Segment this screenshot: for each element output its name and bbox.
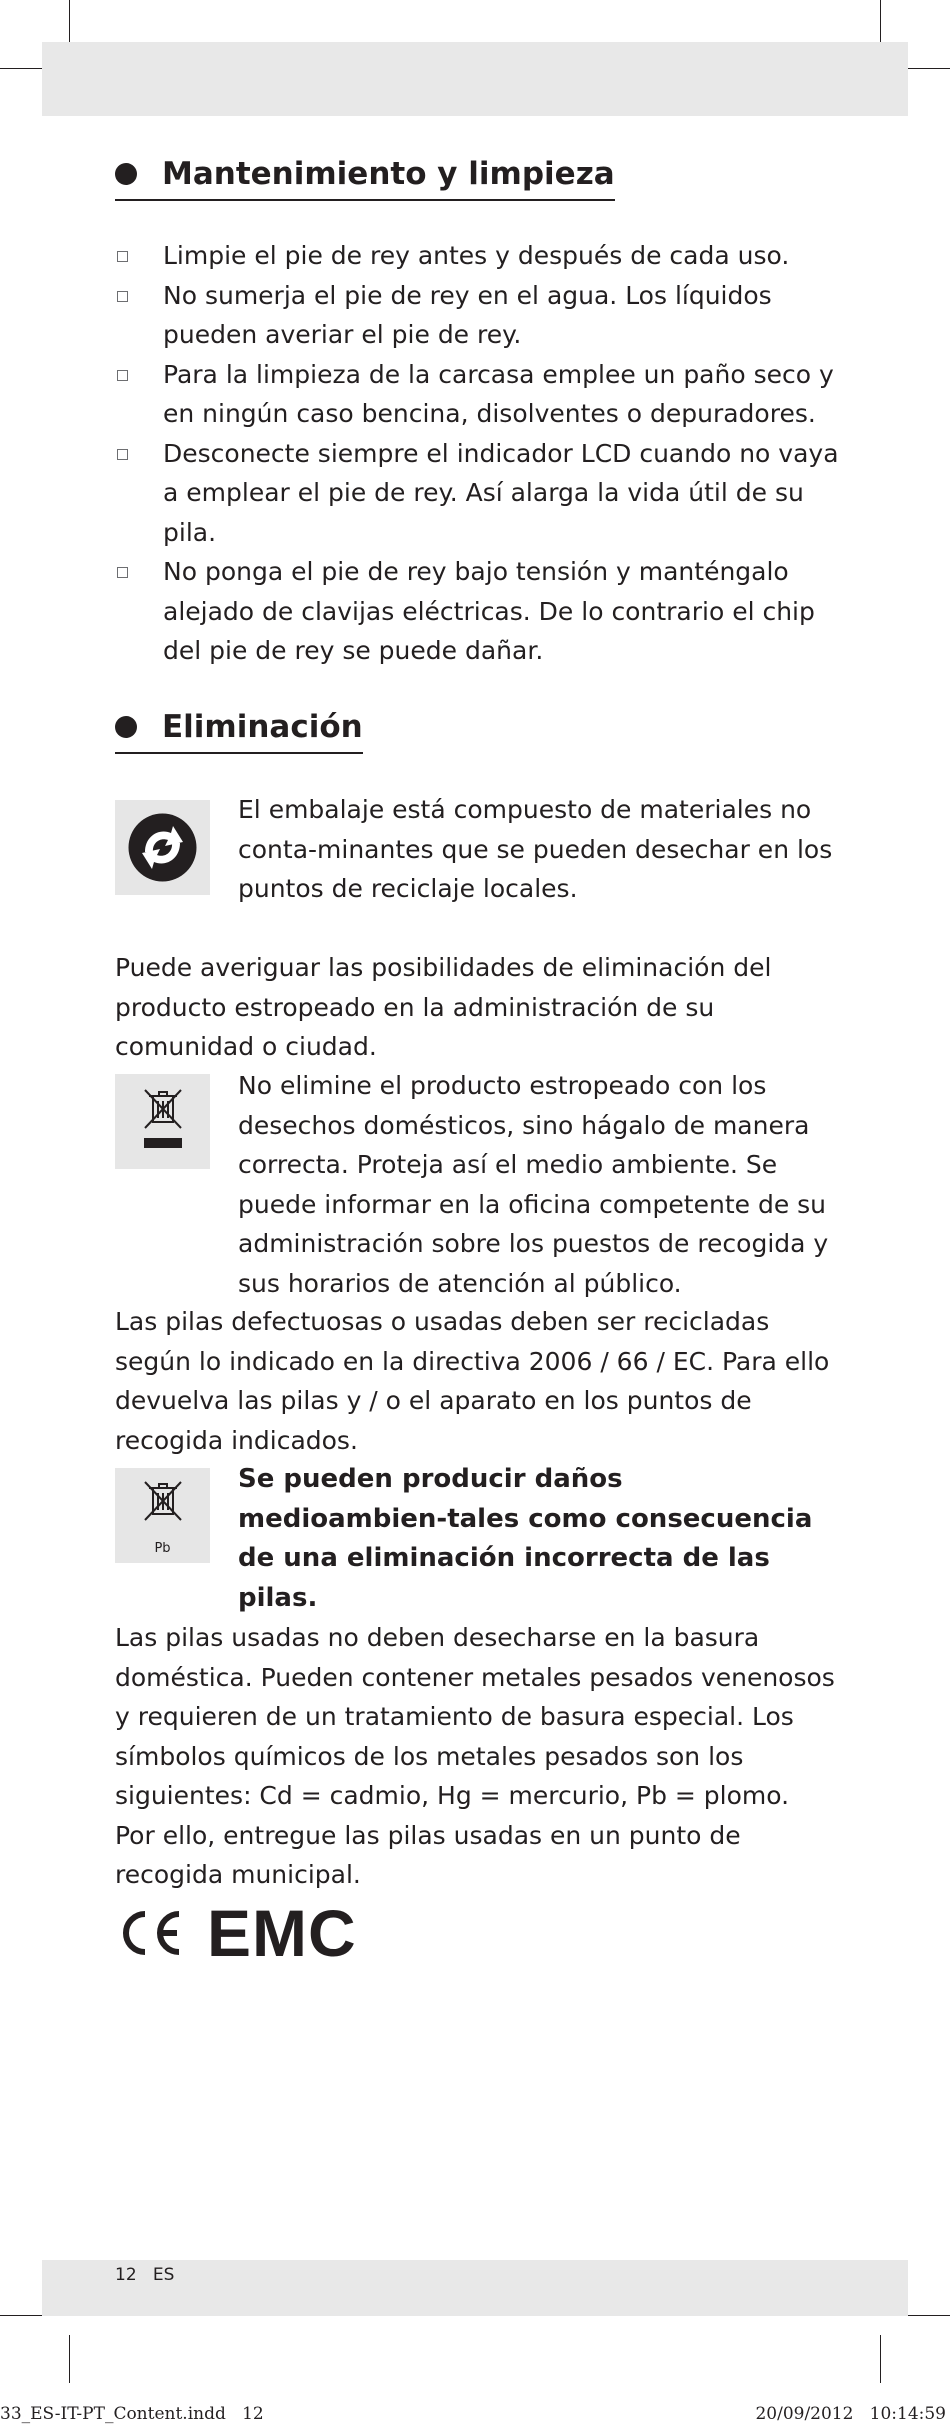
crop-mark <box>902 68 950 69</box>
header-band <box>42 42 908 116</box>
ce-mark-icon <box>115 1908 185 1958</box>
crop-mark <box>902 2315 950 2316</box>
batteries-directive-block <box>115 1302 835 1460</box>
disposal-title: Eliminación <box>162 709 363 745</box>
emc-mark: EMC <box>207 1896 357 1970</box>
slug-timestamp: 20/09/2012 10:14:59 <box>755 2404 946 2424</box>
list-item: No ponga el pie de rey bajo tensión y manténgalo alejado de clavijas eléctricas. De lo contrario el chip del pie de rey se puede dañar. <box>115 552 845 671</box>
crop-mark <box>0 2315 48 2316</box>
square-bullet-icon <box>117 370 128 381</box>
slug-filename: 33_ES-IT-PT_Content.indd 12 <box>0 2404 264 2424</box>
square-bullet-icon <box>117 251 128 262</box>
heading-underline <box>115 199 615 201</box>
crop-mark <box>880 2335 881 2383</box>
packaging-text-block <box>238 790 838 909</box>
disposal-heading <box>115 709 363 745</box>
heavy-metals-text: Las pilas usadas no deben desecharse en la basura doméstica. Pueden contener metales pesados venenosos y requieren de un tratamiento de basura especial. Los símbolos químicos de los metales pesados son los siguientes: Cd = cadmio, Hg = mercurio, Pb = plomo. Por ello, entregue las pilas usadas en un punto de recogida municipal. <box>115 1623 835 1889</box>
batteries-directive-text: Las pilas defectuosas o usadas deben ser recicladas según lo indicado en la directiva 2006 / 66 / EC. Para ello devuelva las pilas y / o el aparato en los puntos de recogida indicados. <box>115 1307 830 1455</box>
page-number: 12 ES <box>115 2265 175 2285</box>
battery-warning-block <box>238 1460 838 1618</box>
list-item: Limpie el pie de rey antes y después de cada uso. <box>115 236 845 276</box>
list-item: No sumerja el pie de rey en el agua. Los líquidos pueden averiar el pie de rey. <box>115 276 845 355</box>
heading-underline <box>115 752 363 754</box>
bullet-dot-icon <box>115 163 137 185</box>
battery-warning-text: Se pueden producir daños medioambien-tales como consecuencia de una eliminación incorrecta de las pilas. <box>238 1464 813 1613</box>
crop-mark <box>69 2335 70 2383</box>
disposal-options-text: Puede averiguar las posibilidades de eliminación del producto estropeado en la administración de su comunidad o ciudad. <box>115 953 772 1061</box>
heavy-metals-block <box>115 1618 835 1895</box>
crop-mark <box>0 68 48 69</box>
battery-icon-label: Pb <box>154 1541 171 1556</box>
packaging-text: El embalaje está compuesto de materiales no conta-minantes que se pueden desechar en los puntos de reciclaje locales. <box>238 795 833 903</box>
list-item: Para la limpieza de la carcasa emplee un paño seco y en ningún caso bencina, disolventes o depuradores. <box>115 355 845 434</box>
green-dot-recycle-icon <box>115 800 210 895</box>
disposal-options-block <box>115 948 835 1067</box>
household-text-block <box>238 1066 838 1303</box>
maintenance-heading <box>115 156 615 192</box>
list-item: Desconecte siempre el indicador LCD cuando no vaya a emplear el pie de rey. Así alarga la vida útil de su pila. <box>115 434 845 553</box>
conformity-marks <box>115 1896 357 1970</box>
crossed-out-battery-bin-icon <box>115 1468 210 1563</box>
crossed-out-bin-icon <box>115 1074 210 1169</box>
square-bullet-icon <box>117 567 128 578</box>
square-bullet-icon <box>117 291 128 302</box>
crop-mark <box>880 0 881 48</box>
crop-mark <box>69 0 70 48</box>
maintenance-title: Mantenimiento y limpieza <box>162 156 615 192</box>
household-text: No elimine el producto estropeado con los desechos domésticos, sino hágalo de manera correcta. Proteja así el medio ambiente. Se puede informar en la oficina competente de su administración sobre los puestos de recogida y sus horarios de atención al público. <box>238 1071 829 1298</box>
maintenance-list <box>115 236 845 671</box>
bullet-dot-icon <box>115 716 137 738</box>
square-bullet-icon <box>117 449 128 460</box>
